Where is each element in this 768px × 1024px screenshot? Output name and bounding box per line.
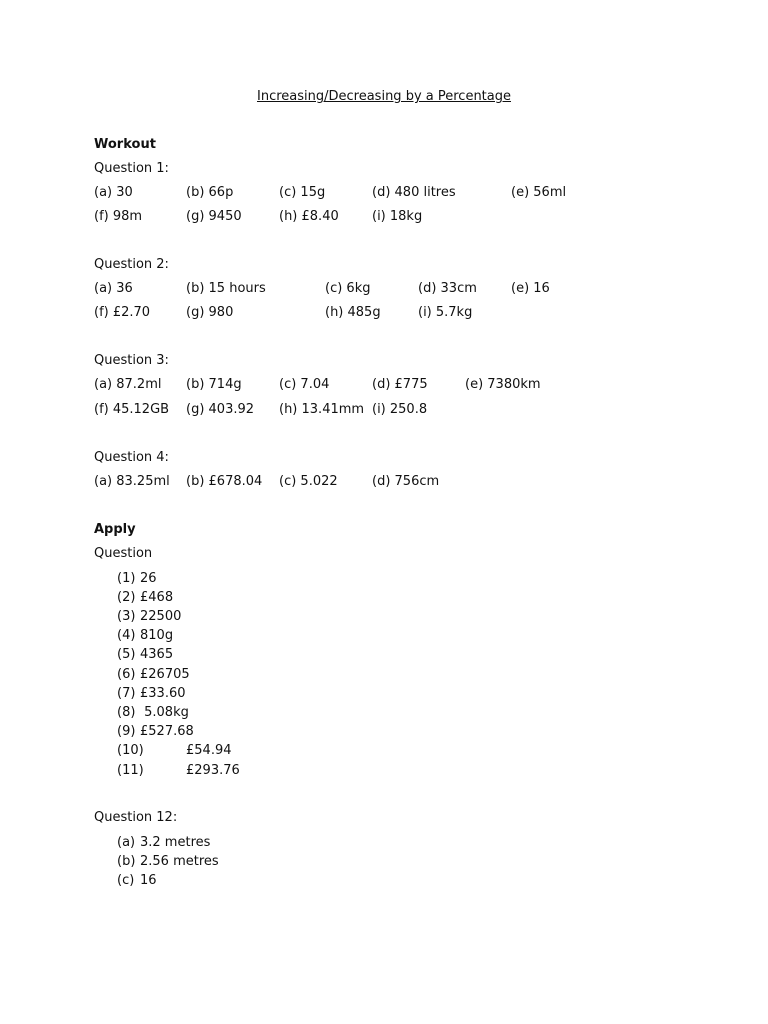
q4-answer: (a) 83.25ml <box>94 474 170 489</box>
apply-item-value: £527.68 <box>140 724 194 739</box>
q3-answer: (b) 714g <box>186 377 242 392</box>
apply-item-number: (1) <box>117 571 136 586</box>
apply-item-value: £293.76 <box>186 763 240 778</box>
q2-answer: (d) 33cm <box>418 281 477 296</box>
apply-item-value: 22500 <box>140 609 182 624</box>
q2-answer: (b) 15 hours <box>186 281 266 296</box>
apply-item-value: 4365 <box>140 647 174 662</box>
q12-item-value: 2.56 metres <box>140 854 219 869</box>
q12-label: Question 12: <box>94 810 178 825</box>
q2-answer: (g) 980 <box>186 305 234 320</box>
q3-answer: (h) 13.41mm <box>279 402 365 417</box>
q3-answer: (g) 403.92 <box>186 402 255 417</box>
q3-answer: (i) 250.8 <box>372 402 428 417</box>
q2-answer: (f) £2.70 <box>94 305 151 320</box>
q1-answer: (a) 30 <box>94 185 133 200</box>
apply-item-value: 810g <box>140 628 174 643</box>
q4-answer: (b) £678.04 <box>186 474 263 489</box>
q12-item-number: (c) <box>117 873 135 888</box>
q2-answer: (a) 36 <box>94 281 133 296</box>
q12-item-number: (a) <box>117 835 136 850</box>
apply-item-value: £26705 <box>140 667 190 682</box>
apply-item-value: £468 <box>140 590 174 605</box>
q1-label: Question 1: <box>94 161 169 176</box>
q3-answer: (d) £775 <box>372 377 428 392</box>
apply-item-value: £54.94 <box>186 743 232 758</box>
page-title: Increasing/Decreasing by a Percentage <box>257 89 511 104</box>
q4-label: Question 4: <box>94 450 169 465</box>
apply-item-value: 5.08kg <box>140 705 189 720</box>
q12-item-value: 16 <box>140 873 157 888</box>
q1-answer: (f) 98m <box>94 209 143 224</box>
q3-answer: (c) 7.04 <box>279 377 330 392</box>
apply-heading: Apply <box>94 522 136 537</box>
q12-item-value: 3.2 metres <box>140 835 211 850</box>
q3-answer: (a) 87.2ml <box>94 377 162 392</box>
apply-item-number: (8) <box>117 705 136 720</box>
apply-item-value: £33.60 <box>140 686 186 701</box>
apply-item-number: (7) <box>117 686 136 701</box>
q1-answer: (e) 56ml <box>511 185 567 200</box>
apply-item-number: (11) <box>117 763 144 778</box>
q3-answer: (e) 7380km <box>465 377 541 392</box>
q1-answer: (g) 9450 <box>186 209 242 224</box>
q4-answer: (c) 5.022 <box>279 474 338 489</box>
apply-item-value: 26 <box>140 571 157 586</box>
q1-answer: (c) 15g <box>279 185 326 200</box>
q3-label: Question 3: <box>94 353 169 368</box>
q1-answer: (h) £8.40 <box>279 209 339 224</box>
workout-heading: Workout <box>94 137 156 152</box>
q1-answer: (b) 66p <box>186 185 234 200</box>
q2-answer: (i) 5.7kg <box>418 305 473 320</box>
q2-answer: (h) 485g <box>325 305 381 320</box>
q2-answer: (c) 6kg <box>325 281 371 296</box>
apply-item-number: (5) <box>117 647 136 662</box>
q4-answer: (d) 756cm <box>372 474 440 489</box>
q2-label: Question 2: <box>94 257 169 272</box>
q2-answer: (e) 16 <box>511 281 550 296</box>
apply-item-number: (2) <box>117 590 136 605</box>
apply-item-number: (4) <box>117 628 136 643</box>
apply-item-number: (6) <box>117 667 136 682</box>
q3-answer: (f) 45.12GB <box>94 402 170 417</box>
apply-item-number: (10) <box>117 743 144 758</box>
apply-item-number: (3) <box>117 609 136 624</box>
q1-answer: (i) 18kg <box>372 209 423 224</box>
q1-answer: (d) 480 litres <box>372 185 456 200</box>
apply-item-number: (9) <box>117 724 136 739</box>
q12-item-number: (b) <box>117 854 136 869</box>
apply-question-label: Question <box>94 546 153 561</box>
